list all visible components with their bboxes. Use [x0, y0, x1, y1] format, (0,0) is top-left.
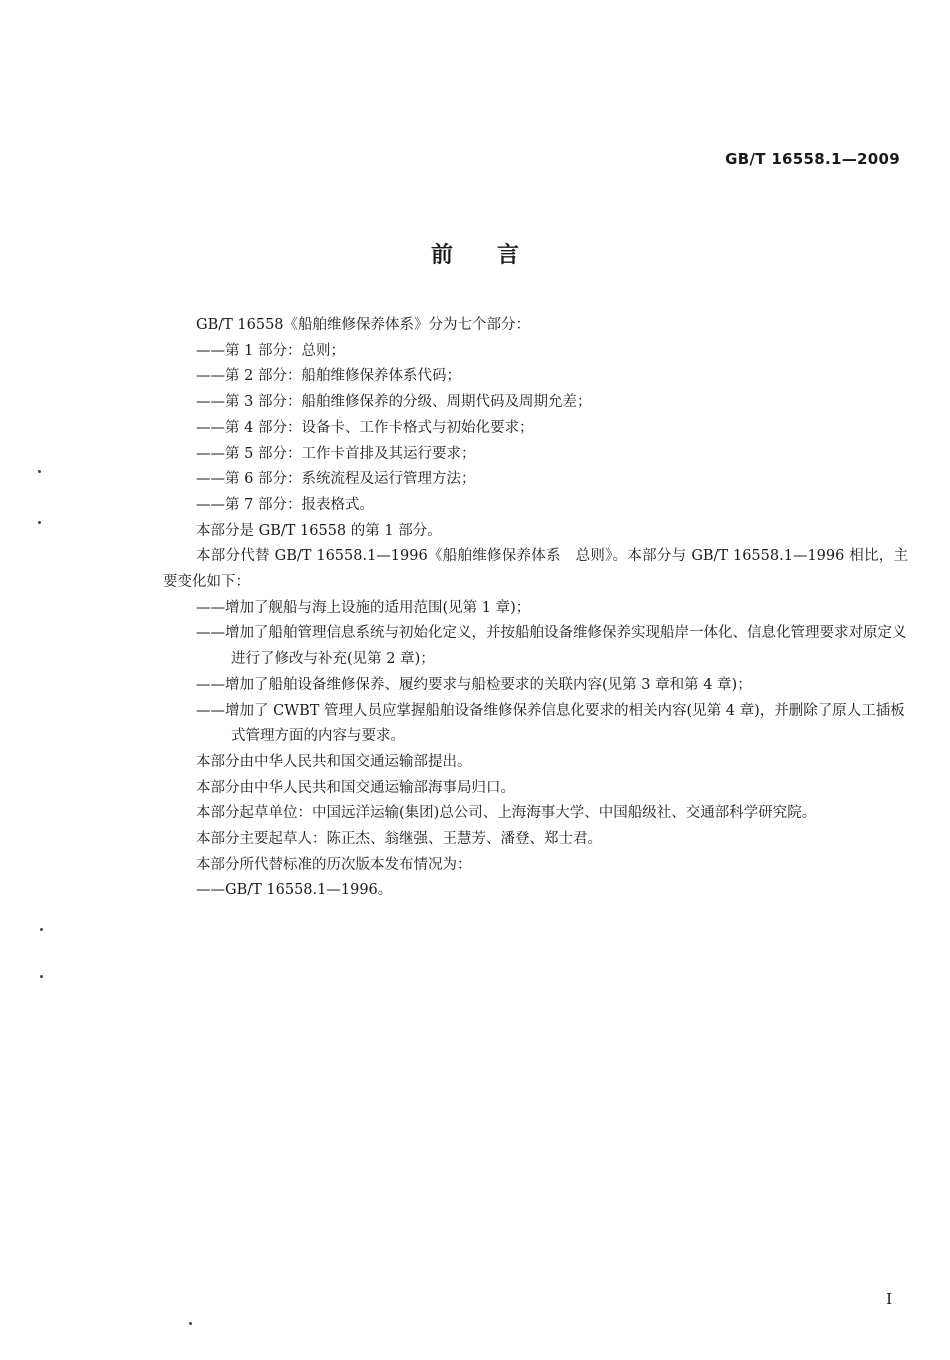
- intro-paragraph: GB/T 16558《船舶维修保养体系》分为七个部分：: [196, 317, 531, 333]
- part-statement: 本部分是 GB/T 16558 的第 1 部分。: [196, 522, 442, 539]
- history-list-item: ——GB/T 16558.1—1996。: [196, 882, 393, 899]
- drafting-units-statement: 本部分起草单位：中国远洋运输(集团)总公司、上海海事大学、中国船级社、交通部科学研究院。: [196, 805, 817, 822]
- scan-speck: [40, 928, 43, 931]
- replace-statement: 本部分代替 GB/T 16558.1—1996《船舶维修保养体系 总则》。本部分与 GB/T 16558.1—1996 相比，主要变化如下：: [163, 548, 908, 591]
- proposer-statement: 本部分由中华人民共和国交通运输部提出。: [196, 753, 472, 770]
- part-list-item: ——第 3 部分：船舶维修保养的分级、周期代码及周期允差；: [196, 394, 592, 411]
- scan-speck: [38, 521, 41, 524]
- administrator-statement: 本部分由中华人民共和国交通运输部海事局归口。: [196, 779, 515, 796]
- change-list-item: ——增加了舰船与海上设施的适用范围(见第 1 章)；: [196, 599, 531, 616]
- scan-speck: [38, 470, 41, 473]
- page-number: I: [886, 1290, 892, 1308]
- part-list-item: ——第 5 部分：工作卡首排及其运行要求；: [196, 445, 476, 462]
- drafters-statement: 本部分主要起草人：陈正杰、翁继强、王慧芳、潘登、郑士君。: [196, 831, 602, 848]
- foreword-body: [163, 313, 908, 904]
- part-list-item: ——第 6 部分：系统流程及运行管理方法；: [196, 471, 476, 488]
- part-list-item: ——第 7 部分：报表格式。: [196, 496, 374, 513]
- part-list-item: ——第 2 部分：船舶维修保养体系代码；: [196, 368, 461, 385]
- history-intro: 本部分所代替标准的历次版本发布情况为：: [196, 856, 472, 873]
- scan-speck: [189, 1322, 192, 1325]
- change-list-item: ——增加了船舶管理信息系统与初始化定义，并按船舶设备维修保养实现船岸一体化、信息化管理要求对原定义进行了修改与补充(见第 2 章)；: [196, 625, 907, 668]
- part-list-item: ——第 1 部分：总则；: [196, 342, 345, 359]
- change-list-item: ——增加了 CWBT 管理人员应掌握船舶设备维修保养信息化要求的相关内容(见第 4 章)，并删除了原人工插板式管理方面的内容与要求。: [196, 702, 905, 745]
- change-list-item: ——增加了船舶设备维修保养、履约要求与船检要求的关联内容(见第 3 章和第 4 章)；: [196, 676, 752, 693]
- scan-speck: [40, 975, 43, 978]
- part-list-item: ——第 4 部分：设备卡、工作卡格式与初始化要求；: [196, 419, 534, 436]
- standard-code: GB/T 16558.1—2009: [725, 150, 900, 168]
- page-title: 前言: [430, 243, 563, 268]
